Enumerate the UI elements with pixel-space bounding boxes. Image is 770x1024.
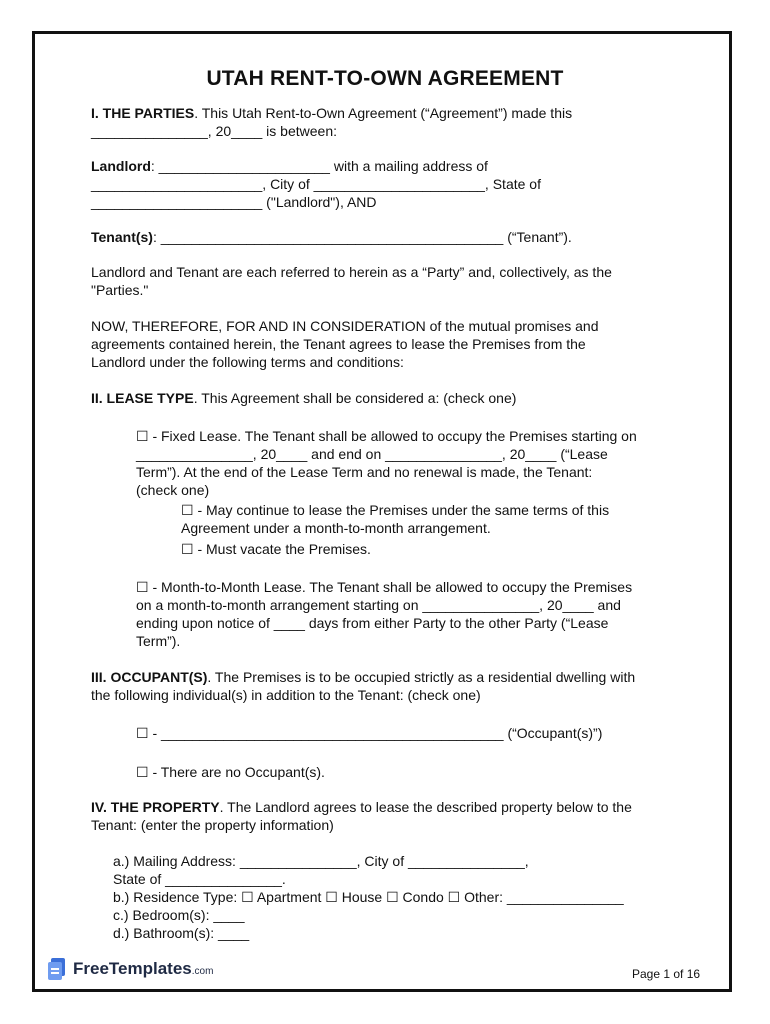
- occupants-option-none: ☐ - There are no Occupant(s).: [136, 764, 325, 780]
- property-residence-type: b.) Residence Type: ☐ Apartment ☐ House ☐ Condo ☐ Other: _______________: [113, 889, 624, 905]
- freetemplates-logo: [48, 958, 213, 980]
- occupants-line-2: the following individual(s) in addition to the Tenant: (check one): [91, 687, 481, 703]
- tenant-line: [91, 228, 572, 246]
- property-line-1: [91, 798, 632, 816]
- landlord-line-2: ______________________, City of ______________________, State of: [91, 176, 541, 192]
- property-mailing-address: a.) Mailing Address: _______________, City of _______________,: [113, 853, 529, 869]
- tenant-label: Tenant(s): [91, 229, 153, 245]
- fixed-option-continue-line-1: ☐ - May continue to lease the Premises under the same terms of this: [181, 502, 610, 518]
- parties-definition-line-1: Landlord and Tenant are each referred to herein as a “Party” and, collectively, as the: [91, 264, 612, 280]
- property-bedrooms: c.) Bedroom(s): ____: [113, 907, 245, 923]
- monthly-lease-line-3: ending upon notice of ____ days from either Party to the other Party (“Lease: [136, 615, 609, 631]
- fixed-lease-line-4: (check one): [136, 482, 210, 498]
- fixed-option-vacate: ☐ - Must vacate the Premises.: [181, 541, 371, 557]
- fixed-lease-line-3: Term”). At the end of the Lease Term and no renewal is made, the Tenant:: [136, 464, 593, 480]
- fixed-lease-line-1: ☐ - Fixed Lease. The Tenant shall be allowed to occupy the Premises starting on: [136, 428, 637, 444]
- monthly-lease-line-4: Term”).: [136, 633, 181, 649]
- consideration-line-3: Landlord under the following terms and conditions:: [91, 354, 404, 370]
- landlord-text-1: : ______________________ with a mailing address of: [150, 158, 488, 174]
- property-bathrooms: d.) Bathroom(s): ____: [113, 925, 250, 941]
- occupants-heading: III. OCCUPANT(S): [91, 669, 208, 685]
- parties-definition-line-2: "Parties.": [91, 282, 149, 298]
- monthly-lease-line-1: ☐ - Month-to-Month Lease. The Tenant shall be allowed to occupy the Premises: [136, 579, 633, 595]
- monthly-lease-line-2: on a month-to-month arrangement starting on _______________, 20____ and: [136, 597, 621, 613]
- landlord-line-1: [91, 157, 488, 175]
- lease-type-heading: II. LEASE TYPE: [91, 390, 194, 406]
- property-state: State of _______________.: [113, 871, 286, 887]
- parties-line-2: _______________, 20____ is between:: [91, 123, 337, 139]
- parties-line-1: [91, 104, 572, 122]
- consideration-line-2: agreements contained herein, the Tenant agrees to lease the Premises from the: [91, 336, 586, 352]
- fixed-lease-line-2: _______________, 20____ and end on _______________, 20____ (“Lease: [136, 446, 608, 462]
- document-title: UTAH RENT-TO-OWN AGREEMENT: [206, 67, 564, 90]
- lease-type-text: . This Agreement shall be considered a: (check one): [193, 390, 517, 406]
- consideration-line-1: NOW, THEREFORE, FOR AND IN CONSIDERATION of the mutual promises and: [91, 318, 599, 334]
- landlord-label: Landlord: [91, 158, 151, 174]
- parties-text-1: . This Utah Rent-to-Own Agreement (“Agreement”) made this: [194, 105, 573, 121]
- page-number: Page 1 of 16: [632, 967, 701, 981]
- tenant-text: : ____________________________________________ (“Tenant”).: [152, 229, 572, 245]
- occupants-option-list: ☐ - ____________________________________________ (“Occupant(s)”): [136, 725, 603, 741]
- occupants-line-1: [91, 668, 635, 686]
- fixed-option-continue-line-2: Agreement under a month-to-month arrangement.: [181, 520, 491, 536]
- property-text-1: . The Landlord agrees to lease the described property below to the: [219, 799, 632, 815]
- lease-type-line: [91, 389, 516, 407]
- property-heading: IV. THE PROPERTY: [91, 799, 220, 815]
- parties-heading: I. THE PARTIES: [91, 105, 195, 121]
- document-icon: [48, 958, 68, 980]
- occupants-text-1: . The Premises is to be occupied strictly as a residential dwelling with: [207, 669, 636, 685]
- landlord-line-3: ______________________ ("Landlord"), AND: [91, 194, 377, 210]
- brand-name: FreeTemplates.com: [73, 959, 214, 978]
- property-line-2: Tenant: (enter the property information): [91, 817, 334, 833]
